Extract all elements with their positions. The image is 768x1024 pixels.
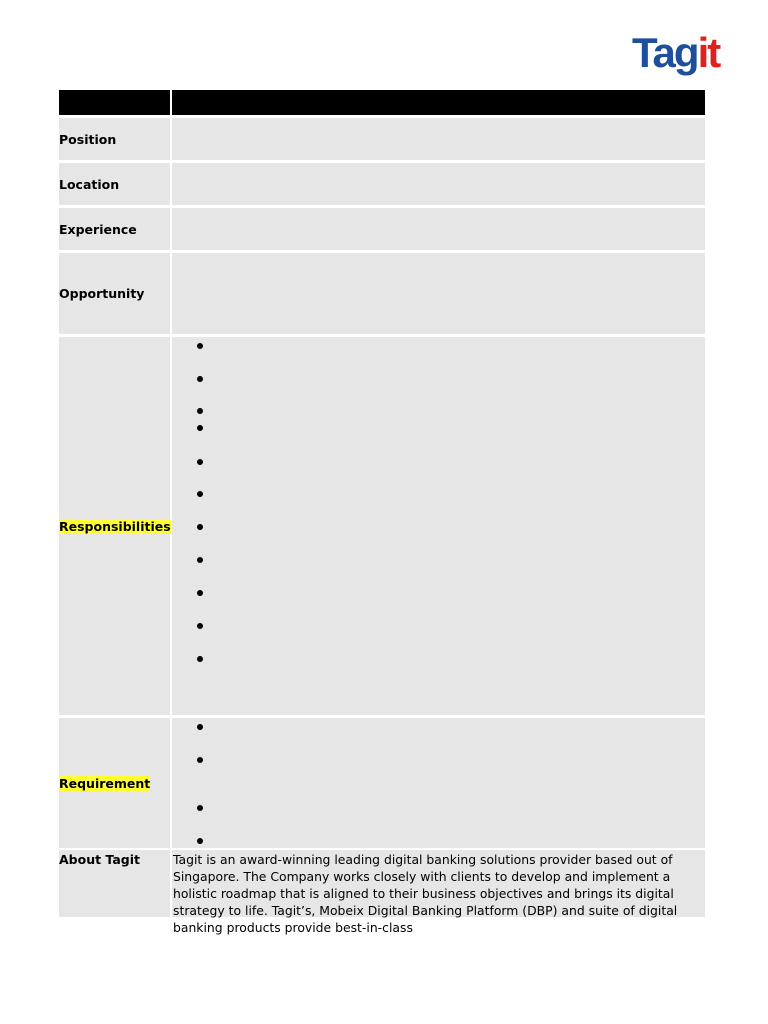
row-location — [59, 163, 705, 205]
position-label — [59, 118, 170, 160]
header-cell-value — [172, 90, 705, 115]
bullet-icon — [197, 376, 203, 382]
responsibilities-value — [172, 337, 705, 715]
bullet-icon — [197, 757, 203, 763]
position-label-text: Position — [59, 131, 117, 147]
bullet-icon — [197, 557, 203, 563]
responsibilities-label — [59, 337, 170, 715]
location-label — [59, 163, 170, 205]
experience-label — [59, 208, 170, 250]
row-requirement — [59, 718, 705, 848]
bullet-icon — [197, 408, 203, 414]
opportunity-label-text: Opportunity — [59, 286, 145, 301]
bullet-icon — [197, 425, 203, 431]
table-header-row — [59, 90, 705, 115]
row-experience — [59, 208, 705, 250]
location-label-text: Location — [59, 176, 120, 192]
location-value — [172, 163, 705, 205]
tagit-logo — [632, 28, 719, 78]
opportunity-label — [59, 253, 170, 334]
bullet-icon — [197, 524, 203, 530]
row-about-tagit — [59, 850, 705, 935]
about-label — [59, 850, 170, 917]
row-opportunity — [59, 253, 705, 334]
bullet-icon — [197, 656, 203, 662]
about-text: Tagit is an award-winning leading digital banking solutions provider based out of Singapore. The Company works closely with clients to develop and implement a holistic roadmap that is aligned to their business objectives and brings its digital strategy to life. Tagit’s, Mobeix Digital Banking Platform (DBP) and suite of digital banking products provide best-in-class — [172, 850, 705, 917]
bullet-icon — [197, 590, 203, 596]
bullet-icon — [197, 459, 203, 465]
about-label-text: About Tagit — [59, 852, 140, 867]
logo-text-tag: Tag — [632, 29, 698, 76]
row-responsibilities — [59, 337, 705, 715]
requirement-value — [172, 718, 705, 848]
responsibilities-bullet-list — [172, 337, 705, 715]
bullet-icon — [197, 491, 203, 497]
requirement-bullet-list — [172, 718, 705, 848]
logo-text-it: it — [697, 29, 720, 76]
requirement-label-text: Requirement — [59, 775, 151, 791]
job-description-table — [59, 90, 705, 935]
experience-label-text: Experience — [59, 221, 137, 237]
header-cell-label — [59, 90, 170, 115]
row-position — [59, 118, 705, 160]
opportunity-value — [172, 253, 705, 334]
bullet-icon — [197, 838, 203, 844]
responsibilities-label-text: Responsibilities — [59, 518, 171, 534]
bullet-icon — [197, 623, 203, 629]
bullet-icon — [197, 343, 203, 349]
experience-value — [172, 208, 705, 250]
requirement-label — [59, 718, 170, 848]
bullet-icon — [197, 805, 203, 811]
bullet-icon — [197, 724, 203, 730]
position-value — [172, 118, 705, 160]
